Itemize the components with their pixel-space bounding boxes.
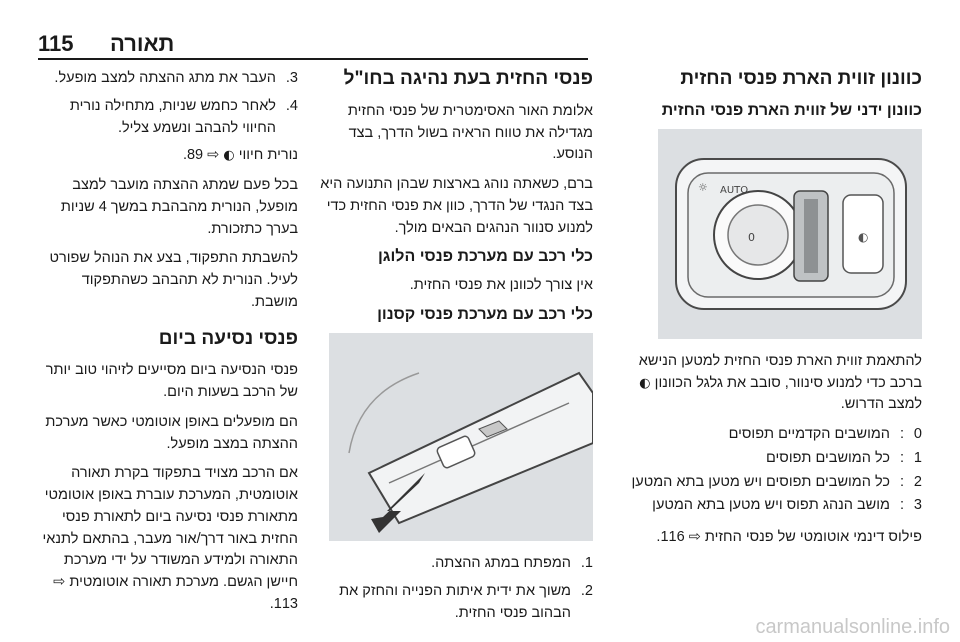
page-ref-link[interactable]: 113.	[269, 595, 298, 612]
drl-paragraph-2: הם מופעלים באופן אוטומטי כאשר מערכת ההצתה במצב מופעל.	[45, 413, 298, 452]
indicator-lamp-icon: ◐	[223, 148, 235, 164]
page-ref-arrow-icon: ⇨	[688, 529, 701, 546]
turn-signal-lever-figure	[329, 333, 593, 541]
svg-text:☼: ☼	[698, 180, 708, 194]
svg-text:◐: ◐	[858, 229, 869, 244]
drl-paragraph-1: פנסי הנסיעה ביום מסייעים לזיהוי טוב יותר של הרכב בשעות היום.	[45, 362, 298, 401]
watermark: carmanualsonline.info	[755, 616, 950, 638]
light-switch-illustration	[658, 129, 922, 339]
headlight-range-title: כוונון זווית הארת פנסי החזית	[680, 68, 922, 89]
headlamp-leveling-icon: ◐	[639, 375, 651, 391]
step-item: 2. משוך את ידית איתות הפנייה והחזק את הבהוב פנסי החזית.	[339, 582, 593, 621]
disable-paragraph: להשבתת התפקוד, בצע את הנוהל שפורט לעיל. הנורית לא תהבהב כשהתפקוד מושבת.	[49, 250, 298, 310]
drl-title: פנסי נסיעה ביום	[158, 327, 298, 349]
section-title: תאורה	[110, 31, 175, 56]
dynamic-leveling-paragraph: פילוס דינמי אוטומטי של פנסי החזית ⇨ 116.	[656, 529, 922, 546]
xenon-steps	[315, 553, 593, 624]
list-item: 2 : כל המושבים תפוסים ויש מטען בתא המטען	[631, 473, 922, 490]
page-number: 115	[38, 31, 74, 56]
step-item: 3. העבר את מתג ההצתה למצב מופעל.	[54, 70, 298, 86]
svg-text:AUTO: AUTO	[720, 184, 749, 196]
abroad-paragraph-2: ברם, כשאתה נוהג בארצות שבהן התנועה היא בצד הנגדי של הדרך, כוון את פנסי החזית כדי למנוע סנוור הנהגים הבאים מולך.	[320, 176, 593, 236]
step-item: 1. המפתח במתג ההצתה.	[431, 555, 593, 572]
page-ref-arrow-icon: ⇨	[53, 574, 66, 591]
lever-illustration	[329, 333, 593, 541]
middle-column	[315, 68, 593, 630]
indicator-ref: נורית חיווי ◐ ⇨ 89.	[182, 147, 298, 164]
right-column	[622, 68, 922, 557]
list-item: 0 : המושבים הקדמיים תפוסים	[728, 426, 922, 443]
xenon-steps-continued	[38, 68, 298, 139]
xenon-heading: כלי רכב עם מערכת פנסי קסנון	[377, 306, 593, 324]
list-item: 3 : מושב הנהג תפוס ויש מטען בתא המטען	[652, 497, 922, 514]
headlight-switch-figure	[658, 129, 922, 339]
page-ref-link[interactable]: 89.	[182, 147, 204, 164]
reminder-paragraph: בכל פעם שמתג ההצתה מועבר למצב מופעל, הנורית מהבהבת במשך 4 שניות בערך כתזכורת.	[60, 177, 298, 237]
drl-paragraph-3: אם הרכב מצויד בתפקוד בקרת תאורה אוטומטית, המערכת עוברת באופן אוטומטי מתאורת פנסי נסיעה ביום לתאורת פנסי החזית באור דרך/אור מעבר, בהתאם לתנאי התאורה ולמידע המשודר על ידי מערכת חיישן הגשם. מערכת תאורה אוטומטית ⇨ 113.	[42, 465, 298, 612]
load-position-list	[622, 424, 922, 517]
range-paragraph: להתאמת זווית הארת פנסי החזית למטען הנישא ברכב כדי למנוע סינוור, סובב את גלגל הכוונון ◐ למצב הדרוש.	[638, 352, 922, 413]
manual-range-subtitle: כוונון ידני של זווית הארת פנסי החזית	[661, 101, 922, 119]
header-rule	[38, 58, 588, 60]
abroad-paragraph-1: אלומת האור האסימטרית של פנסי החזית מגדילה את טווח הראיה בשול הדרך, בצד הנוסע.	[347, 102, 593, 163]
halogen-paragraph: אין צורך לכוונן את פנסי החזית.	[409, 277, 593, 294]
page-ref-arrow-icon: ⇨	[207, 147, 220, 164]
svg-text:0: 0	[748, 230, 755, 244]
step-item: 4. לאחר כחמש שניות, מתחילה נורית החיווי להבהב ונשמע צליל.	[69, 97, 298, 136]
page-ref-link[interactable]: 116.	[656, 529, 685, 546]
left-column	[38, 68, 298, 624]
abroad-title: פנסי החזית בעת נהיגה בחו"ל	[343, 68, 593, 89]
list-item: 1 : כל המושבים תפוסים	[766, 449, 922, 466]
halogen-heading: כלי רכב עם מערכת פנסי הלוגן	[377, 248, 593, 266]
page-header	[0, 0, 960, 60]
